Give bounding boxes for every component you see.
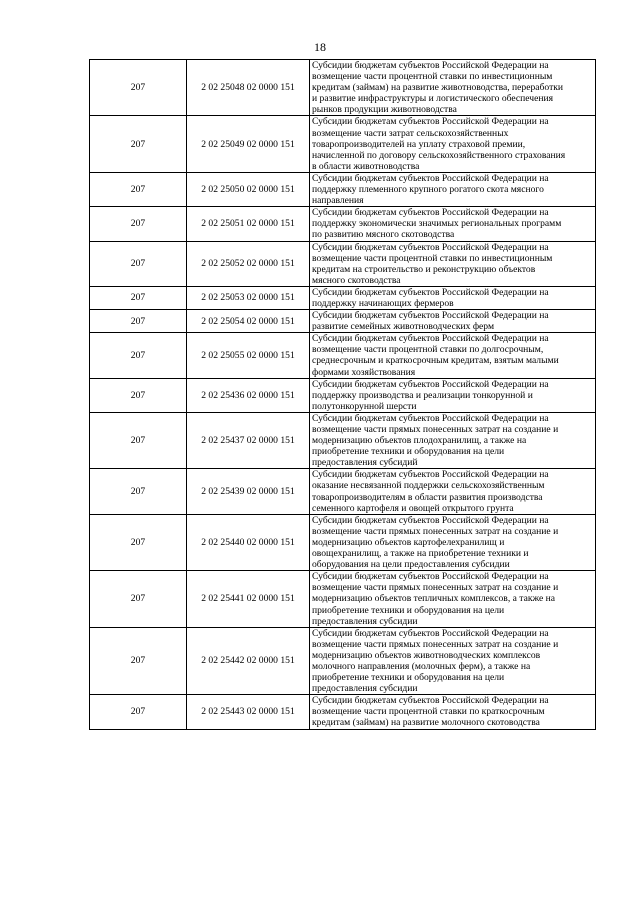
table-row (90, 333, 596, 378)
admin-code-cell: 207 (90, 469, 187, 514)
budget-code-cell: 2 02 25055 02 0000 151 (187, 333, 310, 378)
income-name-line: приобретение техники и оборудования на цели (312, 604, 505, 616)
income-name-cell (310, 116, 596, 172)
income-name-cell (310, 310, 596, 333)
budget-code-cell: 2 02 25052 02 0000 151 (187, 241, 310, 286)
income-name-line: возмещение части затрат сельскохозяйственных (312, 127, 509, 139)
income-name-line: рынков продукции животноводства (312, 104, 457, 116)
income-name-line: оказание несвязанной поддержки сельскохозяйственным (312, 480, 545, 492)
table-row (90, 514, 596, 570)
table-row (90, 695, 596, 729)
income-name-line: поддержку производства и реализации тонкорунной и (312, 389, 533, 401)
income-name-line: Субсидии бюджетам субъектов Российской Федерации на (312, 286, 549, 298)
income-name-line: начисленной по договору сельскохозяйственного страхования (312, 149, 566, 161)
budget-code-cell: 2 02 25441 02 0000 151 (187, 571, 310, 627)
income-name-line: Субсидии бюджетам субъектов Российской Федерации на (312, 241, 549, 253)
income-name-line: направления (312, 195, 364, 207)
income-name-line: Субсидии бюджетам субъектов Российской Федерации на (312, 333, 549, 345)
budget-code-cell: 2 02 25442 02 0000 151 (187, 627, 310, 695)
table-row (90, 310, 596, 333)
income-name-line: формами хозяйствования (312, 366, 416, 378)
admin-code-cell: 207 (90, 695, 187, 729)
income-name-cell (310, 469, 596, 514)
budget-code-cell: 2 02 25049 02 0000 151 (187, 116, 310, 172)
income-name-line: возмещение части прямых понесенных затрат на создание и (312, 424, 559, 435)
income-name-line: возмещение части процентной ставки по долгосрочным, (312, 344, 544, 356)
income-name-line: среднесрочным и краткосрочным кредитам, взятым малыми (312, 355, 559, 367)
admin-code-cell: 207 (90, 514, 187, 570)
income-name-cell (310, 412, 596, 468)
table-row (90, 116, 596, 172)
admin-code-cell: 207 (90, 571, 187, 627)
income-name-line: полутонкорунной шерсти (312, 400, 417, 412)
income-name-line: приобретение техники и оборудования на цели (312, 672, 505, 684)
income-name-line: Субсидии бюджетам субъектов Российской Федерации на (312, 412, 549, 424)
budget-code-cell: 2 02 25439 02 0000 151 (187, 469, 310, 514)
budget-code-cell: 2 02 25443 02 0000 151 (187, 695, 310, 729)
admin-code-cell: 207 (90, 627, 187, 695)
budget-code-cell: 2 02 25437 02 0000 151 (187, 412, 310, 468)
income-name-line: молочного направления (молочных ферм), а также на (312, 660, 531, 672)
income-name-cell (310, 60, 596, 116)
income-name-cell (310, 571, 596, 627)
income-name-line: кредитам (займам) на развитие животноводства, переработки (312, 82, 564, 94)
income-name-line: возмещение части процентной ставки по инвестиционным (312, 71, 553, 83)
income-name-line: и развитие инфраструктуры и логистического обеспечения (312, 93, 554, 105)
income-name-line: Субсидии бюджетам субъектов Российской Федерации на (312, 695, 549, 707)
income-name-line: возмещение части прямых понесенных затрат на создание и (312, 582, 559, 594)
income-name-line: в области животноводства (312, 160, 420, 172)
income-name-line: оборудования на цели предоставления субсидии (312, 559, 510, 571)
table-body (90, 60, 596, 730)
income-name-cell (310, 286, 596, 309)
income-name-cell (310, 627, 596, 695)
income-name-line: развитие семейных животноводческих ферм (312, 321, 495, 333)
income-name-line: Субсидии бюджетам субъектов Российской Федерации на (312, 571, 549, 583)
income-name-line: поддержку начинающих фермеров (312, 297, 454, 309)
admin-code-cell: 207 (90, 310, 187, 333)
budget-code-cell: 2 02 25051 02 0000 151 (187, 207, 310, 241)
income-name-line: возмещение части прямых понесенных затрат на создание и (312, 525, 559, 537)
income-name-line: Субсидии бюджетам субъектов Российской Федерации на (312, 207, 549, 219)
table-row (90, 412, 596, 468)
income-name-line: Субсидии бюджетам субъектов Российской Федерации на (312, 627, 549, 639)
table-row (90, 378, 596, 412)
table-row (90, 241, 596, 286)
income-name-line: возмещение части прямых понесенных затрат на создание и (312, 638, 559, 650)
page-number: 18 (314, 40, 326, 54)
income-name-line: Субсидии бюджетам субъектов Российской Федерации на (312, 116, 549, 128)
admin-code-cell: 207 (90, 116, 187, 172)
admin-code-cell: 207 (90, 207, 187, 241)
income-name-line: модернизацию объектов плодохранилищ, а также на (312, 435, 527, 447)
income-name-line: предоставления субсидии (312, 683, 418, 695)
income-name-cell (310, 695, 596, 729)
admin-code-cell: 207 (90, 60, 187, 116)
income-name-line: по развитию мясного скотоводства (312, 229, 455, 241)
table-row (90, 627, 596, 695)
budget-code-cell: 2 02 25054 02 0000 151 (187, 310, 310, 333)
income-name-line: Субсидии бюджетам субъектов Российской Федерации на (312, 378, 549, 390)
table-row (90, 207, 596, 241)
income-name-line: предоставления субсидий (312, 457, 418, 469)
admin-code-cell: 207 (90, 412, 187, 468)
income-name-line: Субсидии бюджетам субъектов Российской Федерации на (312, 469, 549, 481)
income-name-line: кредитам на строительство и реконструкцию объектов (312, 263, 536, 275)
budget-code-cell: 2 02 25436 02 0000 151 (187, 378, 310, 412)
income-name-line: Субсидии бюджетам субъектов Российской Федерации на (312, 310, 549, 322)
income-name-cell (310, 241, 596, 286)
income-name-line: возмещение части процентной ставки по краткосрочным (312, 706, 545, 718)
income-name-line: товаропроизводителям в области развития производства (312, 491, 543, 503)
income-name-line: поддержку племенного крупного рогатого скота мясного (312, 184, 544, 196)
admin-code-cell: 207 (90, 172, 187, 206)
income-name-line: товаропроизводителей на уплату страховой премии, (312, 138, 526, 150)
income-name-cell (310, 333, 596, 378)
table-row (90, 172, 596, 206)
income-name-cell (310, 514, 596, 570)
income-name-line: предоставления субсидии (312, 615, 418, 627)
budget-code-cell: 2 02 25440 02 0000 151 (187, 514, 310, 570)
table-row (90, 571, 596, 627)
budget-code-cell: 2 02 25053 02 0000 151 (187, 286, 310, 309)
income-name-line: возмещение части процентной ставки по инвестиционным (312, 252, 553, 264)
income-name-line: овощехранилищ, а также на приобретение техники и (312, 548, 529, 560)
income-name-line: поддержку экономически значимых региональных программ (312, 218, 562, 230)
budget-code-cell: 2 02 25048 02 0000 151 (187, 60, 310, 116)
budget-classification-table (89, 59, 596, 730)
income-name-line: модернизацию объектов тепличных комплексов, а также на (312, 593, 556, 605)
budget-code-cell: 2 02 25050 02 0000 151 (187, 172, 310, 206)
income-name-cell (310, 207, 596, 241)
income-name-line: модернизацию объектов картофелехранилищ и (312, 536, 505, 548)
income-name-line: мясного скотоводства (312, 274, 401, 286)
income-name-cell (310, 378, 596, 412)
income-name-cell (310, 172, 596, 206)
admin-code-cell: 207 (90, 378, 187, 412)
admin-code-cell: 207 (90, 333, 187, 378)
table-row (90, 469, 596, 514)
admin-code-cell: 207 (90, 286, 187, 309)
income-name-line: семенного картофеля и овощей открытого грунта (312, 502, 514, 514)
income-name-line: Субсидии бюджетам субъектов Российской Федерации на (312, 172, 549, 184)
table-row (90, 60, 596, 116)
income-name-line: кредитам (займам) на развитие молочного скотоводства (312, 717, 540, 729)
table-row (90, 286, 596, 309)
income-name-line: Субсидии бюджетам субъектов Российской Федерации на (312, 60, 549, 71)
income-name-line: приобретение техники и оборудования на цели (312, 446, 505, 458)
income-name-line: модернизацию объектов животноводческих комплексов (312, 649, 541, 661)
admin-code-cell: 207 (90, 241, 187, 286)
income-name-line: Субсидии бюджетам субъектов Российской Федерации на (312, 514, 549, 526)
